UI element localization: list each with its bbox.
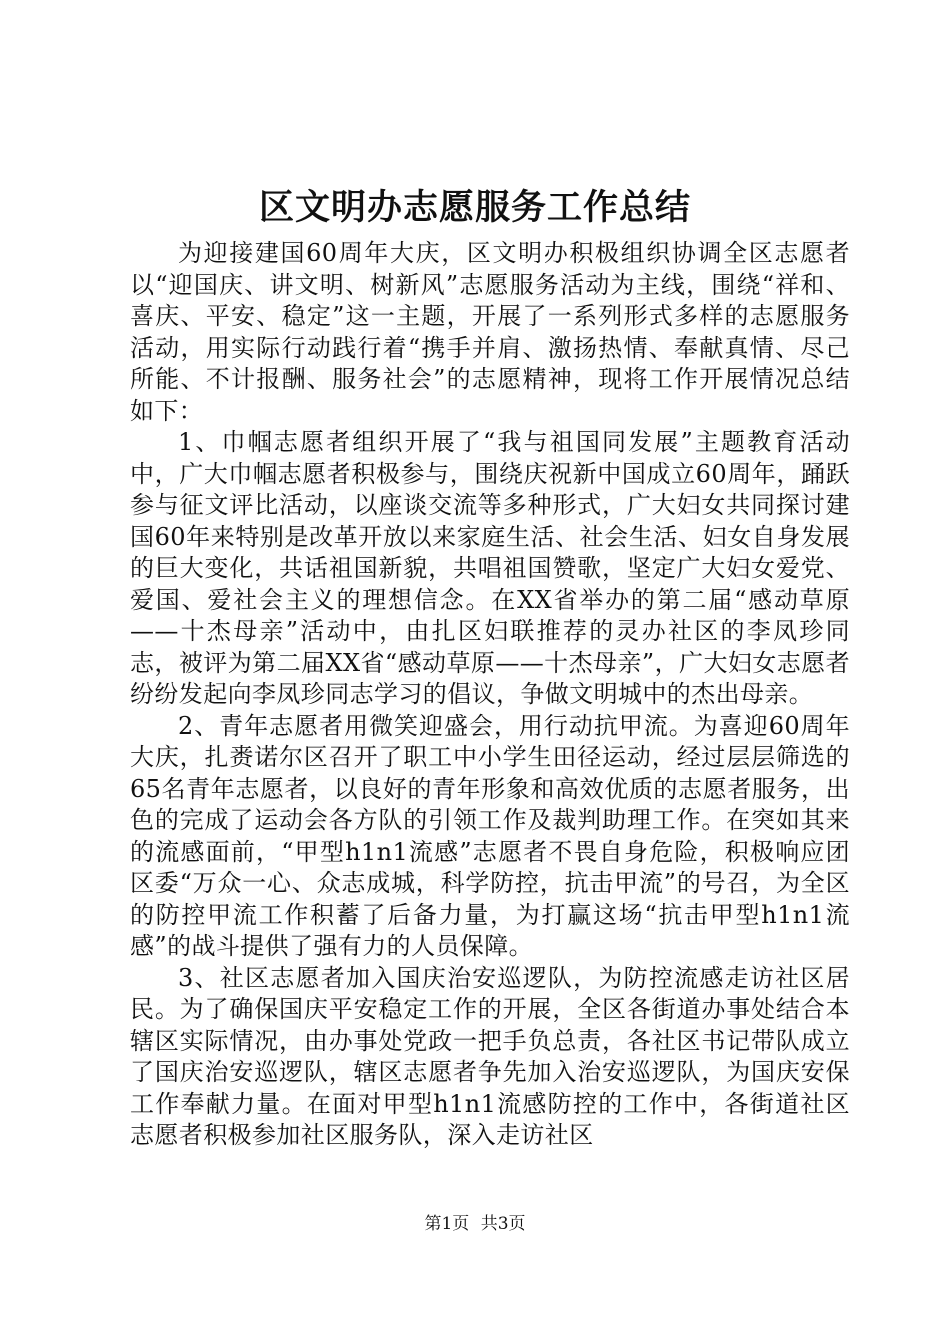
page-title: 区文明办志愿服务工作总结 xyxy=(258,187,691,228)
paragraph-intro: 为迎接建国60周年大庆，区文明办积极组织协调全区志愿者以“迎国庆、讲文明、树新风”志愿服务活动为主线，围绕“祥和、喜庆、平安、稳定”这一主题，开展了一系列形式多样的志愿服务活动，用实际行动践行着“携手并肩、激扬热情、奉献真情、尽己所能、不计报酬、服务社会”的志愿精神，现将工作开展情况总结如下： xyxy=(130,239,850,425)
paragraph-youth-volunteers: 2、青年志愿者用微笑迎盛会，用行动抗甲流。为喜迎60周年大庆，扎赉诺尔区召开了职工中小学生田径运动，经过层层筛选的65名青年志愿者，以良好的青年形象和高效优质的志愿者服务，出色的完成了运动会各方队的引领工作及裁判助理工作。在突如其来的流感面前，“甲型h1n1流感”志愿者不畏自身危险，积极响应团区委“万众一心、众志成城，科学防控，抗击甲流”的号召，为全区的防控甲流工作积蓄了后备力量，为打赢这场“抗击甲型h1n1流感”的战斗提供了强有力的人员保障。 xyxy=(130,711,850,960)
document-body xyxy=(130,238,850,1152)
page-footer xyxy=(0,1212,950,1236)
paragraph-community-volunteers: 3、社区志愿者加入国庆治安巡逻队，为防控流感走访社区居民。为了确保国庆平安稳定工作的开展，全区各街道办事处结合本辖区实际情况，由办事处党政一把手负总责，各社区书记带队成立了国庆治安巡逻队，辖区志愿者争先加入治安巡逻队，为国庆安保工作奉献力量。在面对甲型h1n1流感防控的工作中，各街道社区志愿者积极参加社区服务队，深入走访社区 xyxy=(130,963,850,1149)
page-number: 第1页 xyxy=(424,1214,470,1234)
paragraph-women-volunteers: 1、巾帼志愿者组织开展了“我与祖国同发展”主题教育活动中，广大巾帼志愿者积极参与，围绕庆祝新中国成立60周年，踊跃参与征文评比活动，以座谈交流等多种形式，广大妇女共同探讨建国60年来特别是改革开放以来家庭生活、社会生活、妇女自身发展的巨大变化，共话祖国新貌，共唱祖国赞歌，坚定广大妇女爱党、爱国、爱社会主义的理想信念。在XX省举办的第二届“感动草原——十杰母亲”活动中，由扎区妇联推荐的灵办社区的李凤珍同志，被评为第二届XX省“感动草原——十杰母亲”，广大妇女志愿者纷纷发起向李凤珍同志学习的倡议，争做文明城中的杰出母亲。 xyxy=(130,428,850,708)
page-total: 共3页 xyxy=(480,1214,526,1234)
